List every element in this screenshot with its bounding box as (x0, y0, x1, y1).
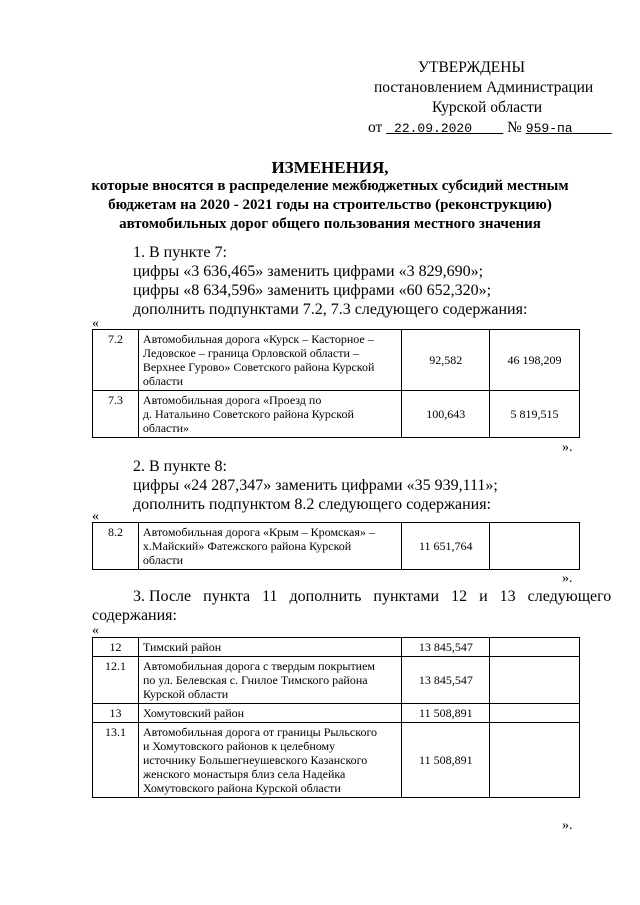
approval-date: 22.09.2020 (394, 121, 473, 136)
row-number: 7.3 (93, 391, 139, 438)
row-value-2021: 46 198,209 (490, 330, 580, 391)
table-row (93, 330, 580, 391)
section-2-table (92, 522, 580, 570)
row-value-2021 (490, 638, 580, 657)
open-quote: « (92, 623, 99, 638)
document-subtitle: которые вносятся в распределение межбюджетных субсидий местным бюджетам на 2020 - 2021 годы на строительство (реконструкцию) автомобильных дорог общего пользования местного значения (91, 178, 569, 232)
row-name: Тимский район (138, 638, 401, 657)
row-value-2020: 11 508,891 (402, 704, 490, 723)
table-row (93, 704, 580, 723)
section-2-line-1: цифры «24 287,347» заменить цифрами «35 939,111»; (133, 477, 498, 494)
section-1-heading: 1. В пункте 7: (133, 244, 227, 261)
row-value-2020: 100,643 (402, 391, 490, 438)
open-quote: « (92, 316, 99, 331)
approved-line-2: Курской области (432, 99, 543, 116)
row-number: 8.2 (93, 523, 139, 570)
table-row (93, 723, 580, 798)
row-number: 12 (93, 638, 139, 657)
open-quote: « (92, 509, 99, 524)
document-title: ИЗМЕНЕНИЯ, (271, 158, 389, 177)
section-1-line-3: дополнить подпунктами 7.2, 7.3 следующего содержания: (133, 301, 528, 318)
approved-title: УТВЕРЖДЕНЫ (418, 59, 525, 76)
approved-line-1: постановлением Администрации (374, 79, 594, 96)
section-1-line-1: цифры «3 636,465» заменить цифрами «3 829,690»; (133, 263, 484, 280)
close-quote: ». (562, 818, 573, 833)
section-2-heading: 2. В пункте 8: (133, 458, 227, 475)
row-value-2020: 11 651,764 (402, 523, 490, 570)
row-value-2021: 5 819,515 (490, 391, 580, 438)
table-row (93, 391, 580, 438)
approval-number: 959-па (525, 121, 573, 136)
row-number: 7.2 (93, 330, 139, 391)
row-number: 12.1 (93, 657, 139, 704)
row-name: Автомобильная дорога «Курск – Касторное – Ледовское – граница Орловской области – Верхнее Гурово» Советского района Курской области (138, 330, 401, 391)
section-1-table (92, 329, 580, 438)
number-prefix: № (507, 119, 522, 136)
row-value-2021 (490, 723, 580, 798)
table-row (93, 638, 580, 657)
approval-block (366, 58, 606, 139)
close-quote: ». (562, 571, 573, 586)
close-quote: ». (562, 440, 573, 455)
row-value-2021 (490, 704, 580, 723)
row-name: Автомобильная дорога с твердым покрытием по ул. Белевская с. Гнилое Тимского района Курской области (138, 657, 401, 704)
section-3-line-1: 3. После пункта 11 дополнить пунктами 12 и 13 следующего (133, 588, 612, 605)
row-number: 13.1 (93, 723, 139, 798)
row-value-2020: 13 845,547 (402, 657, 490, 704)
table-row (93, 523, 580, 570)
date-prefix: от (368, 119, 383, 136)
section-2-line-2: дополнить подпунктом 8.2 следующего содержания: (133, 496, 492, 513)
section-1-line-2: цифры «8 634,596» заменить цифрами «60 652,320»; (133, 282, 492, 299)
section-3-table (92, 637, 580, 798)
row-value-2020: 13 845,547 (402, 638, 490, 657)
table-row (93, 657, 580, 704)
row-name: Автомобильная дорога «Проезд по д. Натальино Советского района Курской области» (138, 391, 401, 438)
row-value-2021 (490, 657, 580, 704)
row-name: Автомобильная дорога «Крым – Кромская» – х.Майский» Фатежского района Курской области (138, 523, 401, 570)
section-3-line-2: содержания: (92, 607, 177, 624)
row-number: 13 (93, 704, 139, 723)
row-value-2021 (490, 523, 580, 570)
row-name: Автомобильная дорога от границы Рыльского и Хомутовского районов к целебному источнику Большегнеушевского Казанского женского монастыря близ села Надейка Хомутовского района Курской области (138, 723, 401, 798)
row-value-2020: 92,582 (402, 330, 490, 391)
row-name: Хомутовский район (138, 704, 401, 723)
row-value-2020: 11 508,891 (402, 723, 490, 798)
approval-date-line (366, 118, 606, 139)
